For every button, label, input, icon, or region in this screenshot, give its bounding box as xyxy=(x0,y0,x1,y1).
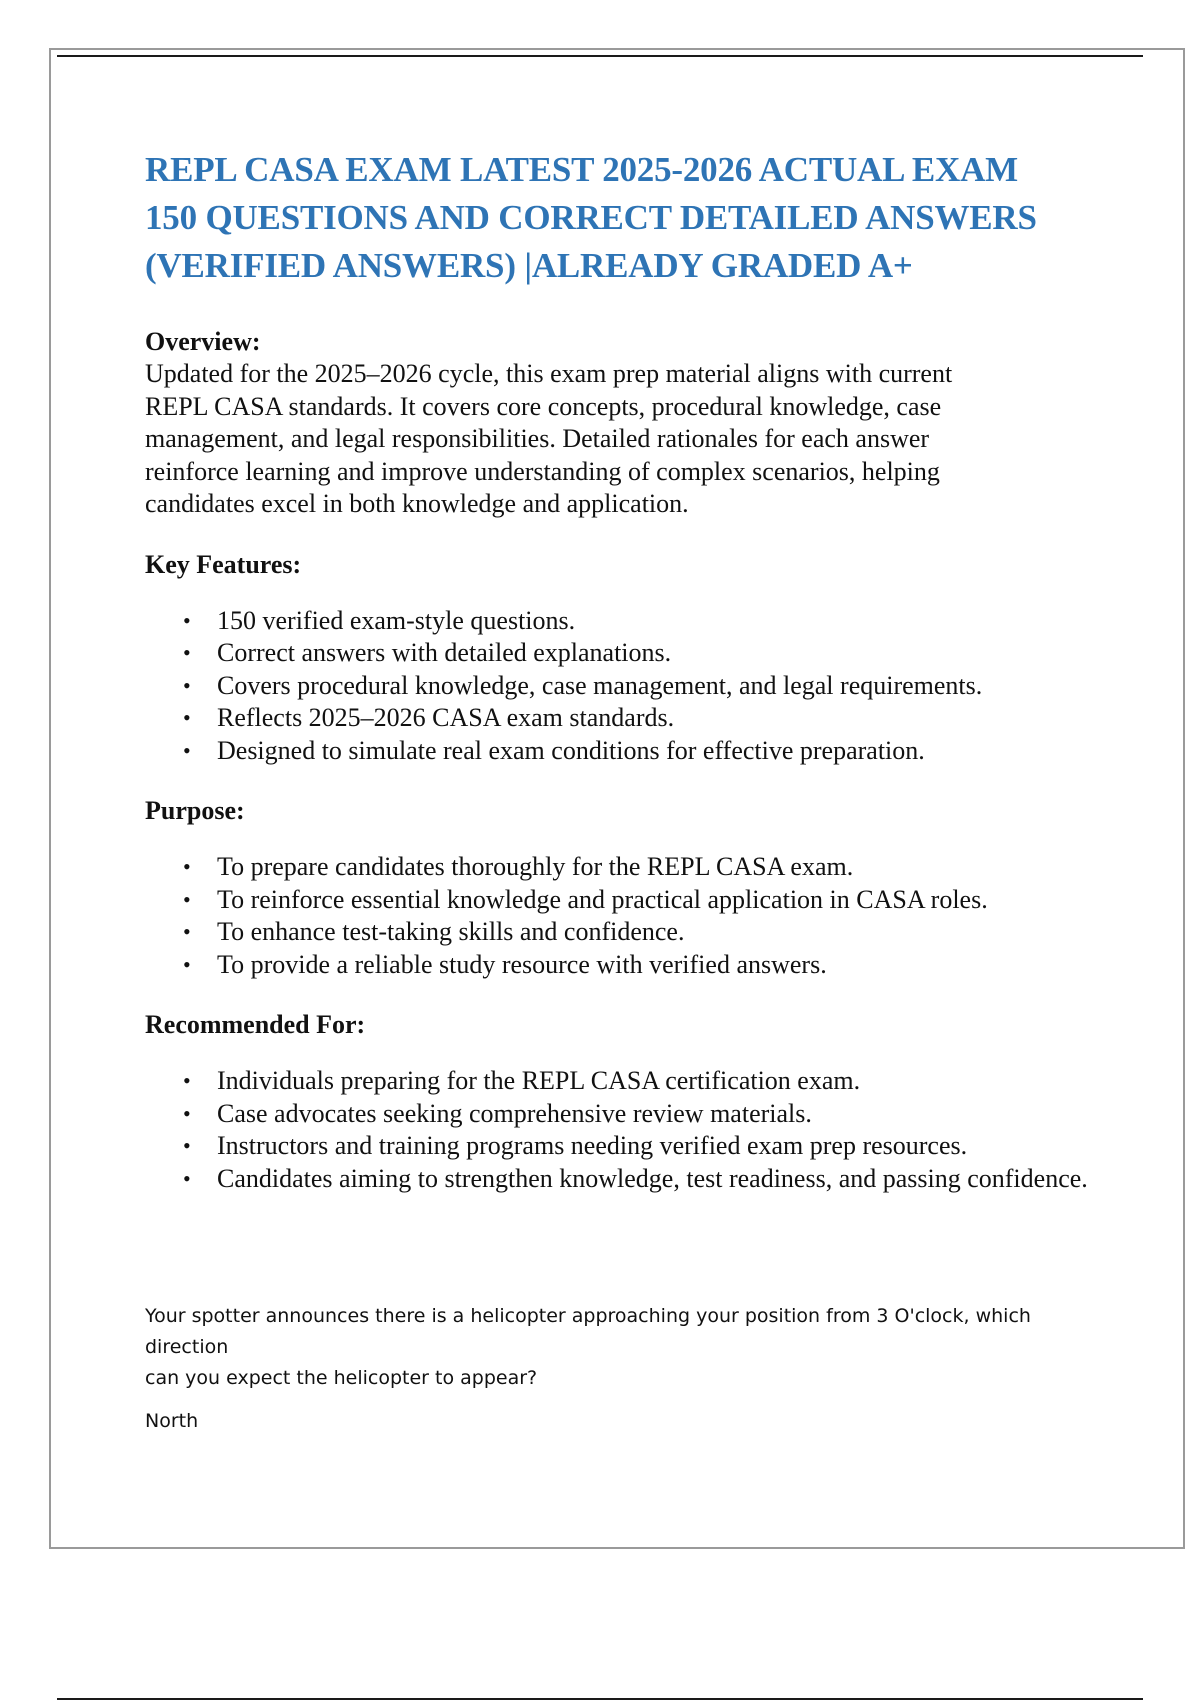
overview-line: REPL CASA standards. It covers core concepts, procedural knowledge, case xyxy=(145,391,942,421)
list-item: • Instructors and training programs needing verified exam prep resources. xyxy=(145,1130,1105,1163)
bullet-icon: • xyxy=(183,607,191,633)
bullet-icon: • xyxy=(183,854,191,879)
list-item: • Case advocates seeking comprehensive review materials. xyxy=(145,1098,1105,1131)
key-features-list xyxy=(145,605,1105,768)
purpose-section xyxy=(145,795,1105,981)
title-line-3: (VERIFIED ANSWERS) |ALREADY GRADED A+ xyxy=(145,246,913,285)
list-item: • Covers procedural knowledge, case management, and legal requirements. xyxy=(145,670,1105,703)
question-block xyxy=(145,1301,1095,1437)
key-features-heading: Key Features: xyxy=(145,549,302,579)
list-item: • To reinforce essential knowledge and practical application in CASA roles. xyxy=(145,884,1105,917)
bullet-icon: • xyxy=(183,737,191,763)
overview-paragraph xyxy=(145,358,1105,521)
question-line: can you expect the helicopter to appear? xyxy=(145,1367,538,1389)
bullet-icon: • xyxy=(183,640,191,665)
overview-line: Updated for the 2025–2026 cycle, this exam prep material aligns with current xyxy=(145,359,953,388)
recommended-list xyxy=(145,1065,1105,1195)
list-item: • To enhance test-taking skills and confidence. xyxy=(145,916,1105,949)
overview-heading: Overview: xyxy=(145,327,261,356)
recommended-section xyxy=(145,1009,1105,1195)
bullet-icon: • xyxy=(183,1133,191,1158)
bullet-icon: • xyxy=(183,1068,191,1093)
key-features-section xyxy=(145,549,1105,768)
list-item: • Designed to simulate real exam conditions for effective preparation. xyxy=(145,735,1105,768)
bullet-icon: • xyxy=(183,1165,191,1191)
bullet-icon: • xyxy=(183,672,191,698)
bullet-icon: • xyxy=(183,951,191,977)
answer-text: North xyxy=(145,1410,199,1432)
bullet-icon: • xyxy=(183,886,191,912)
list-item: • Candidates aiming to strengthen knowledge, test readiness, and passing confidence. xyxy=(145,1163,1105,1196)
purpose-list xyxy=(145,851,1105,981)
document-title xyxy=(145,146,1105,290)
overview-section xyxy=(145,326,1105,521)
list-item: • Reflects 2025–2026 CASA exam standards. xyxy=(145,702,1105,735)
document-content xyxy=(145,146,1105,1195)
purpose-heading: Purpose: xyxy=(145,796,245,825)
recommended-heading: Recommended For: xyxy=(145,1010,366,1039)
title-line-1: REPL CASA EXAM LATEST 2025-2026 ACTUAL EXAM xyxy=(145,150,1019,189)
bullet-icon: • xyxy=(183,705,191,730)
list-item: • 150 verified exam-style questions. xyxy=(145,605,1105,638)
overview-line: candidates excel in both knowledge and application. xyxy=(145,489,689,518)
title-line-2: 150 QUESTIONS AND CORRECT DETAILED ANSWERS xyxy=(145,198,1037,237)
list-item: • Correct answers with detailed explanations. xyxy=(145,637,1105,670)
bullet-icon: • xyxy=(183,919,191,944)
overview-line: reinforce learning and improve understanding of complex scenarios, helping xyxy=(145,456,940,486)
question-text xyxy=(145,1301,1095,1394)
top-rule xyxy=(57,55,1143,57)
bullet-icon: • xyxy=(183,1100,191,1126)
list-item: • To prepare candidates thoroughly for the REPL CASA exam. xyxy=(145,851,1105,884)
overview-line: management, and legal responsibilities. Detailed rationales for each answer xyxy=(145,424,930,453)
list-item: • Individuals preparing for the REPL CASA certification exam. xyxy=(145,1065,1105,1098)
list-item: • To provide a reliable study resource with verified answers. xyxy=(145,949,1105,982)
question-line: Your spotter announces there is a helicopter approaching your position from 3 O'clock, which direction xyxy=(145,1305,1031,1358)
